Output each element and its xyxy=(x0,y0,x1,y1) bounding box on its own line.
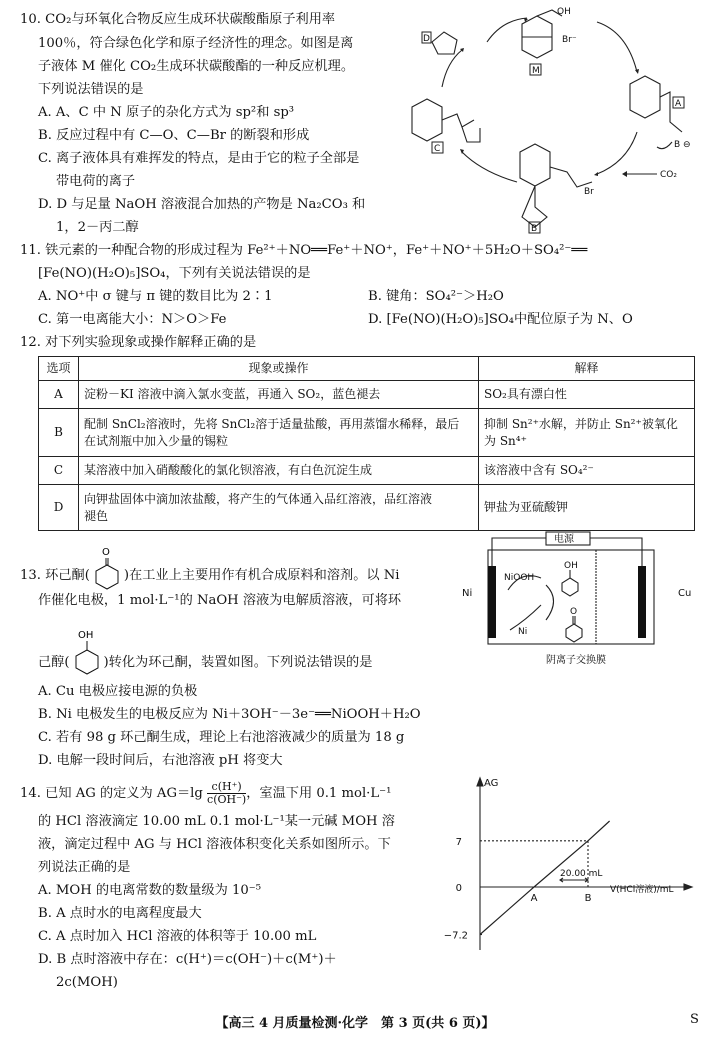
q14-option-d-line2: 2c(MOH) xyxy=(56,975,118,990)
x-axis-arrowhead xyxy=(684,884,692,890)
q10-option-c-line1: C. 离子液体具有难挥发的特点，是由于它的粒子全部是 xyxy=(38,151,360,166)
diagram-label-b-minus: B ⊖ xyxy=(674,140,691,150)
arrow-m-to-a xyxy=(597,22,637,72)
table-header-operation: 现象或操作 xyxy=(79,357,479,381)
table-row xyxy=(39,485,695,531)
reaction-arrow-3 xyxy=(546,585,554,620)
diagram-label-a: A xyxy=(675,99,682,109)
ni-electrode xyxy=(488,566,496,638)
diagram-label-br: Br xyxy=(584,187,594,197)
q12-stem: 12. 对下列实验现象或操作解释正确的是 xyxy=(20,335,257,350)
q13-option-b: B. Ni 电极发生的电极反应为 Ni＋3OH⁻－3e⁻══NiOOH＋H₂O xyxy=(38,707,421,722)
row-option: C xyxy=(39,457,79,485)
y-axis-label: AG xyxy=(484,778,499,789)
q13-stem-line3: 己醇( OH )转化为环己酮，装置如图。下列说法错误的是 xyxy=(38,654,372,672)
annotation-20ml: 20.00 mL xyxy=(560,869,603,879)
arrow-b-to-c xyxy=(462,152,517,182)
q13-option-a: A. Cu 电极应接电源的负极 xyxy=(38,684,198,699)
q13-stem-line2: 作催化电极，1 mol·L⁻¹的 NaOH 溶液为电解质溶液，可将环 xyxy=(38,593,402,608)
q11-option-b: B. 键角：SO₄²⁻＞H₂O xyxy=(368,289,504,304)
cyclohexanol-oh-label: OH xyxy=(77,630,93,641)
row-operation: 淀粉－KI 溶液中滴入氯水变蓝，再通入 SO₂，蓝色褪去 xyxy=(79,381,479,409)
y-tick-label: 7 xyxy=(455,836,462,848)
corner-mark: S xyxy=(690,1012,699,1027)
c-ring xyxy=(412,99,442,141)
table-row xyxy=(39,457,695,485)
diagram-label-b: B xyxy=(531,224,538,234)
table-header-explanation: 解释 xyxy=(479,357,695,381)
q14-option-d-line1: D. B 点时溶液中存在：c(H⁺)＝c(OH⁻)＋c(M⁺)＋ xyxy=(38,952,337,967)
q11-stem-line2: [Fe(NO)(H₂O)₅]SO₄，下列有关说法错误的是 xyxy=(38,266,311,281)
y-tick-label: −7.2 xyxy=(443,930,468,942)
q10-stem-line3: 子液体 M 催化 CO₂生成环状碳酸酯的一种反应机理。 xyxy=(38,59,355,74)
d-ring xyxy=(432,32,457,54)
cyclohexanone-ring xyxy=(566,624,582,642)
row-explanation: 钾盐为亚硫酸钾 xyxy=(479,485,695,531)
cu-electrode xyxy=(638,566,646,638)
q14-stem-line3: 液，滴定过程中 AG 与 HCl 溶液体积变化关系如图所示。下 xyxy=(38,837,391,852)
q10-option-d-line1: D. D 与足量 NaOH 溶液混合加热的产物是 Na₂CO₃ 和 xyxy=(38,197,366,212)
q11-option-d: D. [Fe(NO)(H₂O)₅]SO₄中配位原子为 N、O xyxy=(368,312,633,327)
q10-option-a: A. A、C 中 N 原子的杂化方式为 sp²和 sp³ xyxy=(38,105,295,120)
ni-ion-label: Ni xyxy=(518,627,528,637)
cyclohexanone-o-label: O xyxy=(101,547,110,558)
q13-option-c: C. 若有 98 g 环己酮生成，理论上右池溶液减少的质量为 18 g xyxy=(38,730,405,745)
row-explanation: SO₂具有漂白性 xyxy=(479,381,695,409)
q14-stem-line2: 的 HCl 溶液滴定 10.00 mL 0.1 mol·L⁻¹某一元碱 MOH 溶 xyxy=(38,814,395,829)
arrow-d-to-m xyxy=(487,18,527,42)
o-label: O xyxy=(570,607,578,617)
q13-electrolysis-diagram xyxy=(446,530,696,670)
diagram-label-br-ion: Br⁻ xyxy=(562,35,577,45)
q14-stem-line1: 14. 已知 AG 的定义为 AG＝lg $\frac{c(H^+)}{c(OH^-)}$ ，室温下用 0.1 mol·L⁻¹ xyxy=(20,780,392,806)
diagram-label-d: D xyxy=(423,34,430,44)
y-tick-label: 0 xyxy=(455,883,462,894)
table-header-row xyxy=(39,357,695,381)
page-footer: 【高三 4 月质量检测·化学 第 3 页(共 6 页)】 xyxy=(215,1016,495,1031)
ag-fraction: $\frac{c(H^+)}{c(OH^-)}$ xyxy=(207,780,247,806)
cyclohexanol-ring xyxy=(562,578,578,596)
q14-stem-line4: 列说法正确的是 xyxy=(38,860,131,875)
q14-option-c: C. A 点时加入 HCl 溶液的体积等于 10.00 mL xyxy=(38,929,317,944)
q14-option-a: A. MOH 的电离常数的数量级为 10⁻⁵ xyxy=(38,883,262,898)
q10-option-c-line2: 带电荷的离子 xyxy=(56,174,136,189)
power-source-label: 电源 xyxy=(554,534,574,545)
x-axis-label: V(HCl溶液)/mL xyxy=(610,885,674,895)
q11-option-c: C. 第一电离能大小：N＞O＞Fe xyxy=(38,312,227,327)
diagram-label-co2: CO₂ xyxy=(660,170,677,180)
table-row xyxy=(39,409,695,457)
cu-label: Cu xyxy=(678,588,692,599)
row-explanation: 该溶液中含有 SO₄²⁻ xyxy=(479,457,695,485)
q10-stem-line1: 10. CO₂与环氧化合物反应生成环状碳酸酯原子利用率 xyxy=(20,12,336,27)
q11-option-a: A. NO⁺中 σ 键与 π 键的数目比为 2∶1 xyxy=(38,289,273,304)
oh-label: OH xyxy=(564,561,578,571)
y-axis-arrowhead xyxy=(477,778,483,786)
q10-stem-line2: 100％，符合绿色化学和原子经济性的理念。如图是离 xyxy=(38,36,354,51)
q10-option-b: B. 反应过程中有 C—O、C—Br 的断裂和形成 xyxy=(38,128,310,143)
q10-mechanism-diagram xyxy=(402,2,707,242)
b-ring xyxy=(520,144,550,186)
point-label-b: B xyxy=(584,893,592,904)
row-operation: 配制 SnCl₂溶液时，先将 SnCl₂溶于适量盐酸，再用蒸馏水稀释，最后 在试剂瓶中加入少量的锡粒 xyxy=(79,409,479,457)
q14-option-b: B. A 点时水的电离程度最大 xyxy=(38,906,202,921)
row-operation: 某溶液中加入硝酸酸化的氯化钡溶液，有白色沉淀生成 xyxy=(79,457,479,485)
diagram-label-c: C xyxy=(434,144,441,154)
row-option: D xyxy=(39,485,79,531)
diagram-label-oh: OH xyxy=(557,7,571,17)
q13-stem-line1: 13. 环己酮( O )在工业上主要用作有机合成原料和溶剂。以 Ni xyxy=(20,567,400,585)
row-operation: 向钾盐固体中滴加浓盐酸，将产生的气体通入品红溶液，品红溶液 褪色 xyxy=(79,485,479,531)
q12-experiment-table xyxy=(38,356,695,531)
q10-stem-line4: 下列说法错误的是 xyxy=(38,82,144,97)
row-option: A xyxy=(39,381,79,409)
diagram-label-m: M xyxy=(532,66,540,76)
table-header-option: 选项 xyxy=(39,357,79,381)
q10-option-d-line2: 1，2－丙二醇 xyxy=(56,220,139,235)
point-label-a: A xyxy=(530,893,538,904)
row-explanation: 抑制 Sn²⁺水解，并防止 Sn²⁺被氧化 为 Sn⁴⁺ xyxy=(479,409,695,457)
arrow-a-to-b xyxy=(597,132,637,174)
q13-option-d: D. 电解一段时间后，右池溶液 pH 将变大 xyxy=(38,753,283,768)
a-ring xyxy=(630,76,660,118)
table-row xyxy=(39,381,695,409)
row-option: B xyxy=(39,409,79,457)
arrow-c-to-d xyxy=(442,50,462,87)
q11-stem-line1: 11. 铁元素的一种配合物的形成过程为 Fe²⁺＋NO══Fe⁺＋NO⁺，Fe⁺＋NO⁺＋5H₂O＋SO₄²⁻══ xyxy=(20,243,588,258)
ni-label: Ni xyxy=(462,588,473,599)
ag-titration-chart xyxy=(440,770,700,960)
niooh-label: NiOOH xyxy=(504,573,535,583)
membrane-label: 阴离子交换膜 xyxy=(546,655,606,666)
